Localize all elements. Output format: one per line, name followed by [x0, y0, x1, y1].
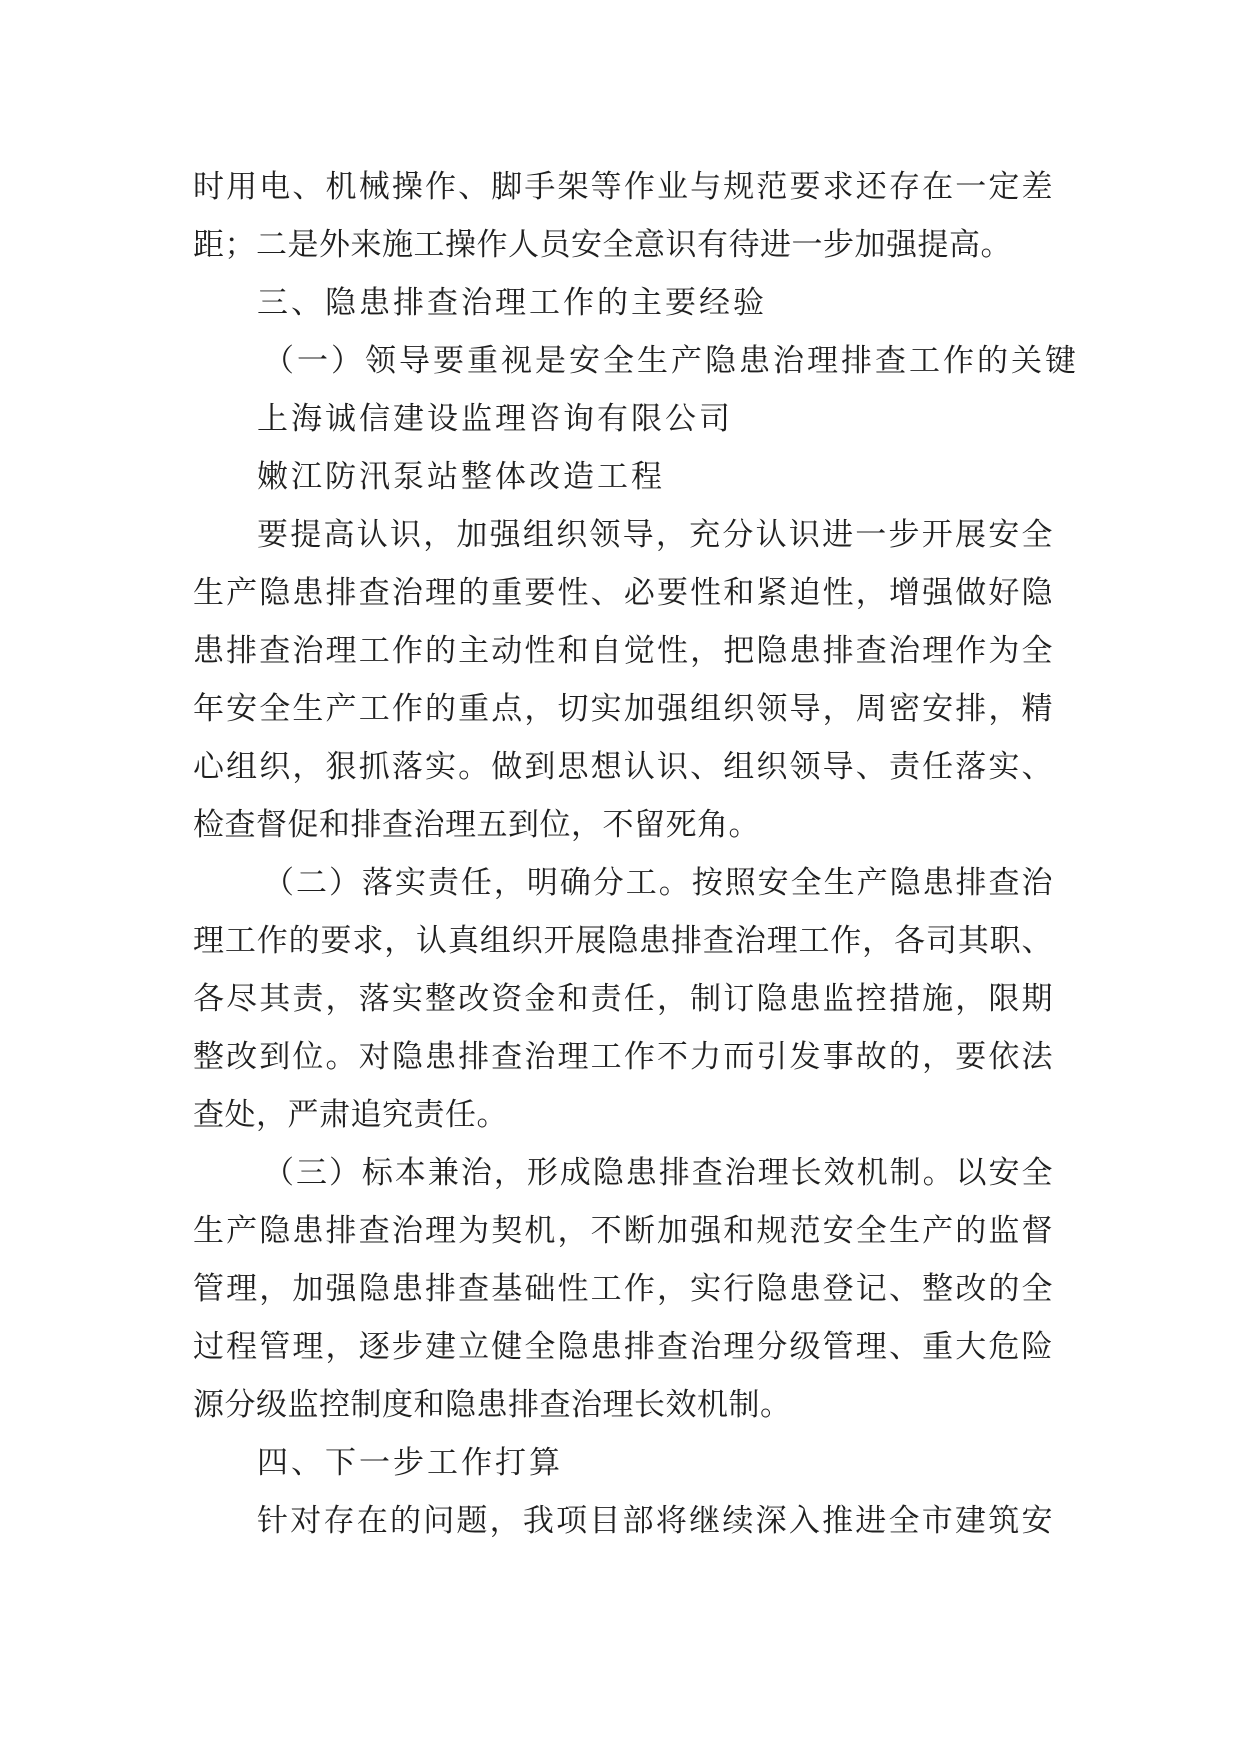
text-line: 年安全生产工作的重点，切实加强组织领导，周密安排，精: [193, 691, 1053, 727]
text-line: 距；二是外来施工操作人员安全意识有待进一步加强提高。: [193, 227, 1012, 263]
text-line: 针对存在的问题，我项目部将继续深入推进全市建筑安: [257, 1503, 1053, 1539]
text-line: 过程管理，逐步建立健全隐患排查治理分级管理、重大危险: [193, 1329, 1053, 1365]
text-line: 查处，严肃追究责任。: [193, 1097, 508, 1133]
text-line: 管理，加强隐患排查基础性工作，实行隐患登记、整改的全: [193, 1271, 1053, 1307]
text-line: （三）标本兼治，形成隐患排查治理长效机制。以安全: [263, 1155, 1053, 1191]
text-line: 患排查治理工作的主动性和自觉性，把隐患排查治理作为全: [193, 633, 1053, 669]
text-line: （二）落实责任，明确分工。按照安全生产隐患排查治: [263, 865, 1053, 901]
text-line: 各尽其责，落实整改资金和责任，制订隐患监控措施，限期: [193, 981, 1053, 1017]
section-heading: 四、下一步工作打算: [257, 1445, 563, 1481]
document-body: [193, 158, 1079, 1550]
text-line: 生产隐患排查治理为契机，不断加强和规范安全生产的监督: [193, 1213, 1053, 1249]
project-name: 嫩江防汛泵站整体改造工程: [257, 459, 665, 495]
text-line: 源分级监控制度和隐患排查治理长效机制。: [193, 1387, 792, 1423]
text-line: 检查督促和排查治理五到位，不留死角。: [193, 807, 760, 843]
company-name: 上海诚信建设监理咨询有限公司: [257, 401, 733, 437]
text-line: 生产隐患排查治理的重要性、必要性和紧迫性，增强做好隐: [193, 575, 1053, 611]
text-line: 要提高认识，加强组织领导，充分认识进一步开展安全: [257, 517, 1053, 553]
section-heading: 三、隐患排查治理工作的主要经验: [257, 285, 767, 321]
subsection-heading: （一）领导要重视是安全生产隐患治理排查工作的关键: [263, 343, 1079, 379]
text-line: 理工作的要求，认真组织开展隐患排查治理工作，各司其职、: [193, 923, 1053, 959]
text-line: 整改到位。对隐患排查治理工作不力而引发事故的，要依法: [193, 1039, 1053, 1075]
text-line: 心组织，狠抓落实。做到思想认识、组织领导、责任落实、: [193, 749, 1053, 785]
text-line: 时用电、机械操作、脚手架等作业与规范要求还存在一定差: [193, 169, 1053, 205]
